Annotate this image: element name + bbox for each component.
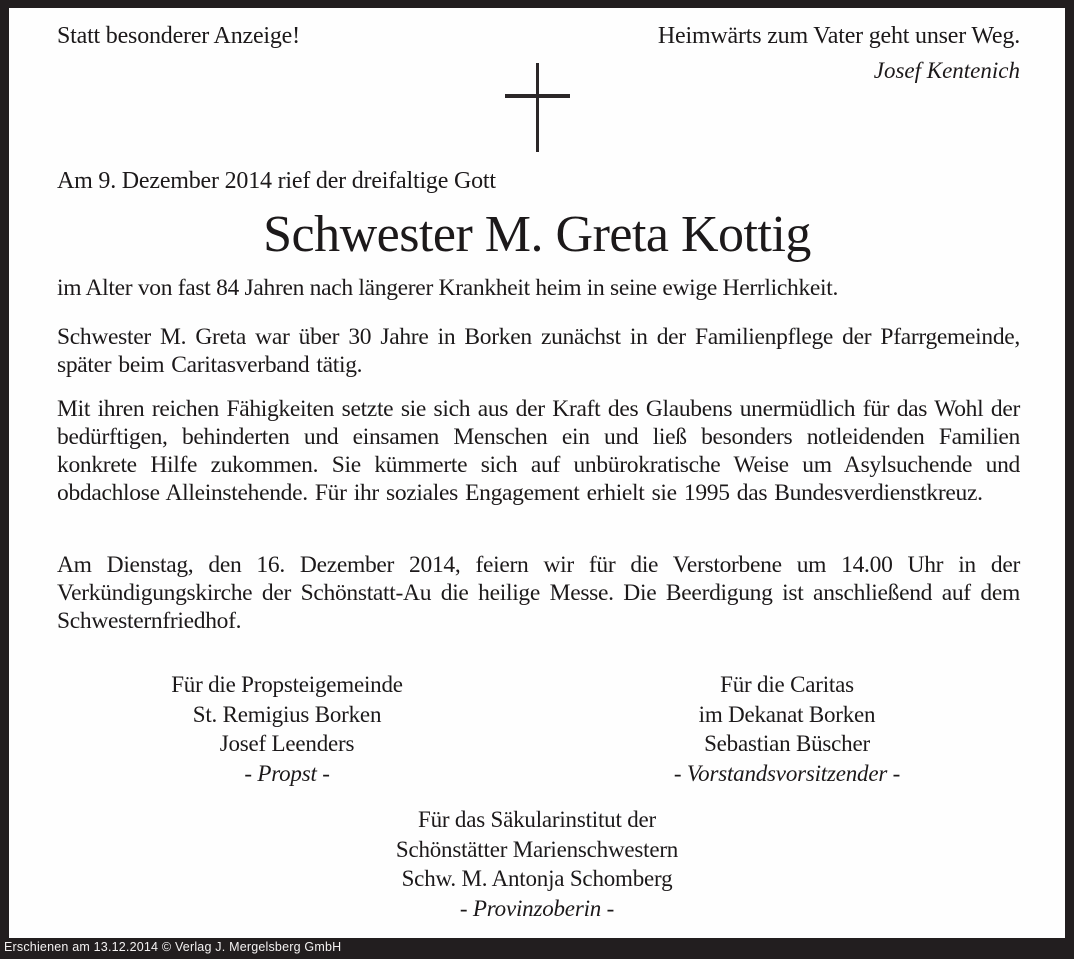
signature-role: - Vorstandsvorsitzender - (673, 760, 901, 786)
signature-role: - Provinzoberin - (459, 895, 615, 921)
body-paragraph-career: Schwester M. Greta war über 30 Jahre in Borken zunächst in der Familienpflege der Pfarrgemeinde, später beim Caritasverband tätig. (57, 324, 1020, 378)
signature-block-propsteigemeinde (67, 670, 507, 788)
intro-line: Am 9. Dezember 2014 rief der dreifaltige Gott (57, 168, 496, 194)
body-paragraph-tribute: Mit ihren reichen Fähigkeiten setzte sie sich aus der Kraft des Glaubens unermüdlich für das Wohl der bedürftigen, behinderten und einsamen Menschen ein und ließ besonders notleidenden Familien konkrete Hilfe zukommen. Sie kümmerte sich auf unbürokratische Weise um Asylsuchende und obdachlose Alleinstehende. Für ihr soziales Engagement erhielt sie 1995 das Bundesverdienstkreuz. (57, 396, 1020, 506)
signature-line: Sebastian Büscher (704, 731, 870, 756)
signature-role: - Propst - (244, 760, 330, 786)
motto-author: Josef Kentenich (873, 58, 1020, 83)
signature-block-saekularinstitut (9, 805, 1065, 923)
cross-vertical-bar (536, 63, 539, 152)
signature-line: Schönstätter Marienschwestern (395, 836, 679, 862)
motto-line: Heimwärts zum Vater geht unser Weg. (657, 23, 1020, 49)
cross-horizontal-bar (505, 94, 570, 98)
signature-line: Josef Leenders (219, 731, 355, 756)
signature-line: Für die Caritas (720, 672, 854, 697)
obituary-page (9, 8, 1065, 938)
signature-line: St. Remigius Borken (192, 701, 382, 727)
notice-type-label: Statt besonderer Anzeige! (57, 23, 300, 49)
signature-line: Für die Propsteigemeinde (171, 672, 403, 697)
age-line: im Alter von fast 84 Jahren nach längerer Krankheit heim in seine ewige Herrlichkeit. (57, 275, 839, 301)
signature-line: Für das Säkularinstitut der (418, 807, 656, 832)
footer-credit: Erschienen am 13.12.2014 © Verlag J. Mergelsberg GmbH (4, 940, 342, 954)
signature-line: Schw. M. Antonja Schomberg (401, 866, 673, 891)
signature-block-caritas (567, 670, 1007, 788)
deceased-name: Schwester M. Greta Kottig (263, 206, 811, 263)
body-paragraph-funeral: Am Dienstag, den 16. Dezember 2014, feiern wir für die Verstorbene um 14.00 Uhr in der Verkündigungskirche der Schönstatt-Au die heilige Messe. Die Beerdigung ist anschließend auf dem Schwesternfriedhof. (57, 552, 1020, 634)
signature-line: im Dekanat Borken (698, 701, 876, 727)
